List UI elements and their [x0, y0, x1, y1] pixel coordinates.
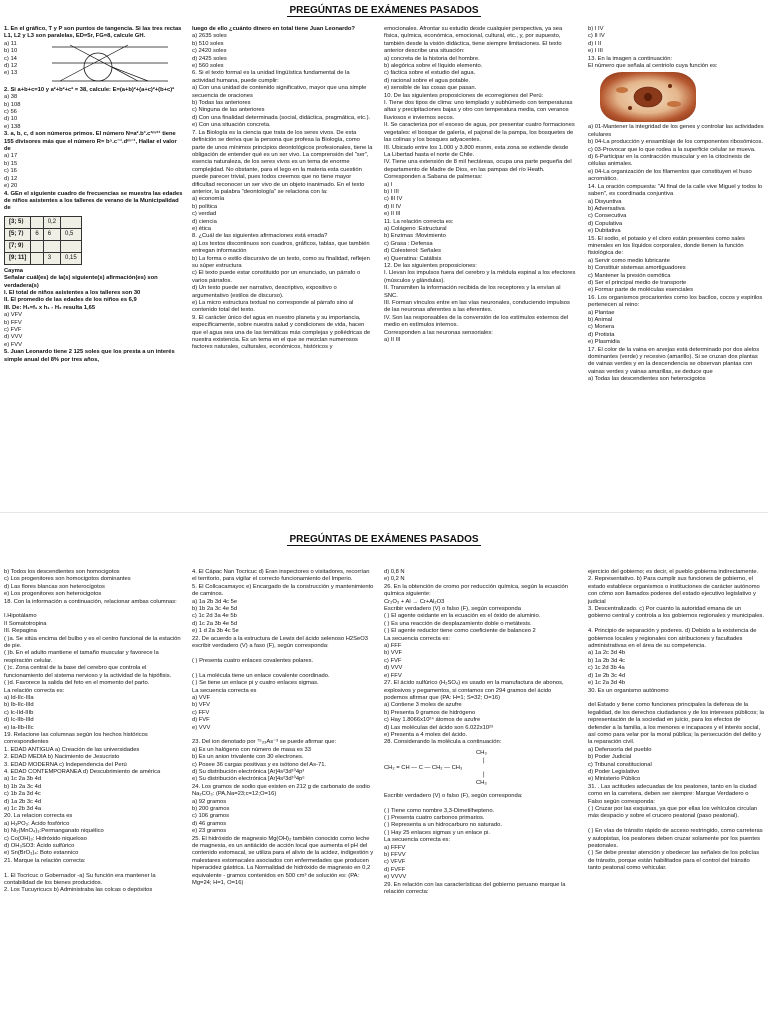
list-item: 1. EDAD ANTIGUA a) Creación de las universidades [4, 746, 140, 753]
answer-option: d) 0,8 N [384, 569, 405, 575]
chain-atom: CH₂ [431, 764, 443, 771]
answer-option: b) política [192, 203, 218, 210]
chain-atom: C [418, 764, 423, 771]
answer-option: b) 1a 2b 3d 4c [588, 657, 626, 664]
answer-option: b) VVF [384, 650, 403, 657]
question-text: 30. Es un organismo autónomo [588, 687, 669, 694]
molecule-structure [384, 750, 554, 790]
answer-option: a) 17 [4, 153, 18, 160]
answer-option: d) Un texto puede ser narrativo, descriptivo, expositivo o argumentativo (estilos de discurso). [192, 285, 337, 299]
answer-option: e) 1 d 2a 3b 4c 5e [192, 628, 239, 635]
question-text: 19. Relacione las columnas según los hechos históricos correspondientes [4, 731, 148, 746]
question-text: Corresponden a las neuronas sensoriales: [384, 329, 493, 336]
exam-sheet-1 [0, 0, 768, 512]
answer-option: e) I III [588, 48, 603, 55]
list-item: 3. Descentralizado. c) Por cuanto la autoridad emana de un gobierno central y controla a los gobiernos regionales y municipales. [588, 606, 764, 620]
answer-option: d) Colesterol: Señales [384, 248, 442, 255]
answer-option: e) II III [384, 211, 401, 218]
question-text: 26. En la obtención de cromo por reducción química, según la ecuación química siguiente: [384, 583, 569, 598]
question-text: del Estado y tiene como funciones principales la defensa de la legalidad, de los derechos ciudadanos y de los intereses públicos; la representación de la sociedad en juicio, para los efectos de defender a la familia, a los menores e incapaces y el interés social, así como para velar por la moral pública; la persecución del delito y la reparación civil. [588, 702, 764, 746]
answer-option: d) Con una finalidad determinada (social, didáctica, pragmática, etc.). [192, 114, 371, 121]
table-cell: [5; 7⟩ [5, 228, 31, 240]
question-text: 27. El ácido sulfúrico (H₂SO₄) es usado en la manufactura de abonos, explosivos y pegamentos, si contamos con 294 gramos del ácido podemos afirmar que (PA: H=1; S=32; O=16) [384, 680, 564, 701]
answer-option: a) VVF [192, 694, 211, 701]
statement: III. De: H₁=f₁ x h₁ - H₂ resulta 1,65 [4, 304, 96, 311]
answer-option: b) Constituir sistemas amortiguadores [588, 265, 686, 272]
answer-option: d) 2425 soles [192, 55, 227, 62]
methyl-group-bottom: CH₃ [476, 779, 487, 786]
answer-option: d) 46 gramos [192, 820, 227, 827]
main-chain [384, 765, 462, 772]
answer-option: c) verdad [192, 211, 217, 218]
statement: ( ) En vías de tránsito rápido de acceso restringido, como carreteras y autopistas, los peatones deben cruzar solamente por los puentes peatonales. [588, 828, 763, 850]
question-text: emocionales. Afrontar su estudio desde cualquier perspectiva, ya sea física, química, económica, emocional, cultural, etc., y, por supuesto, también desde la visión didáctica, tiene siempre limitaciones. El texto anterior describe una situación: [384, 26, 563, 55]
answer-option: e) Formar parte de moléculas esenciales [588, 287, 694, 294]
answer-option: e) 1c 2b 3d 4a [4, 806, 42, 812]
table-cell [61, 216, 82, 228]
answer-option: c) 106 gramos [192, 813, 230, 820]
statement: III. Ubicado entre los 1.000 y 3.800 msnm, esta zona se extiende desde La Libertad hasta el norte de Chile. [384, 144, 569, 158]
statement: ( ) Cruzar por las esquinas, ya que por ellas los vehículos circulan más despacio y sobre el crucero peatonal (paso peatonal). [588, 806, 758, 820]
answer-option: d) 1a 2b 3c 4d [4, 798, 42, 805]
answer-option: a) VFV [4, 312, 23, 319]
answer-option: a) 1a 2c 3d 4b [588, 650, 626, 657]
answer-option: e) 20 [4, 183, 18, 190]
page-title: PREGÚNTAS DE EXÁMENES PASADOS [289, 5, 479, 16]
question-text: La secuencia correcta es [192, 687, 257, 694]
bond-vertical-top: | [483, 757, 485, 764]
question-text: La relación correcta es: [4, 687, 65, 694]
answer-option: e) 0,2 N [384, 576, 405, 583]
page-title: PREGÚNTAS DE EXÁMENES PASADOS [289, 534, 479, 545]
answer-option: b) Ib-IIc-IIId [4, 702, 34, 709]
answer-option: c) 03-Provocar que lo que rodea a la superficie celular se mueva. [588, 146, 756, 153]
table-cell: 6 [43, 228, 60, 240]
question-text: La secuencia correcta es: [384, 635, 451, 642]
answer-option: b) Enzimas :Movimiento [384, 233, 446, 240]
question-text: 29. En relación con las características del gobierno peruano marque la relación correcta: [384, 881, 566, 896]
table-cell [43, 240, 60, 252]
answer-option: c) El texto puede estar constituido por un enunciado, un párrafo o varios párrafos. [192, 270, 361, 284]
answer-option: d) FVF [192, 717, 210, 724]
answer-option: a) FFF [384, 643, 402, 650]
chain-bond: = [396, 764, 400, 771]
list-item: 4. Principio de separación y poderes. d) Debido a la existencia de gobiernos locales y regionales con atribuciones y facultades administrativas en el área de su competencia. [588, 628, 757, 650]
spacer [588, 621, 764, 628]
table-cell: 0,5 [61, 228, 82, 240]
question-text: 5. Juan Leonardo tiene 2 125 soles que los presta a un interés simple anual del 8% por tres años, [4, 349, 175, 363]
question-text: 15. El sodio, el potasio y el cloro están presentes como sales minerales en los líquidos corporales, donde tienen la función fisiológica de: [588, 235, 745, 257]
statement: ( ) Se tiene un enlace pi y cuatro enlaces sigmas. [192, 680, 319, 687]
statement: II. Transmiten la información recibida de los receptores y la envían al SNC. [384, 285, 561, 299]
chain-bond: — [411, 764, 418, 771]
answer-option: d) Protista [588, 331, 615, 338]
answer-option: d) Poder Legislativo [588, 768, 640, 775]
question-text: 21. Marque la relación correcta: [4, 857, 86, 864]
statement: I. El total de niños asistentes a los talleres son 30 [4, 289, 141, 296]
answer-option: c) Ic-IId-IIIb [4, 709, 34, 716]
answer-option: b) 1b 2a 3c 4e 5d [192, 606, 238, 613]
statement: ( ) Presenta cuatro carbonos primarios. [384, 814, 485, 821]
answer-option: d) FVFF [384, 866, 406, 873]
table-cell: 3 [43, 252, 60, 264]
answer-option: c) 1c 2d 3a 4e 5b [192, 613, 237, 620]
table-cell: [3; 5⟩ [5, 216, 31, 228]
answer-option: b) 510 soles [192, 40, 224, 47]
answer-option: a) Colágeno :Estructural [384, 225, 447, 232]
answer-option: a) 38 [4, 94, 18, 101]
question-text: 10. De las siguientes proposiciones de ecorregiones del Perú: [384, 92, 544, 99]
chain-atom: CH₂ [384, 764, 395, 771]
column-4 [588, 26, 764, 510]
table-row [5, 216, 82, 228]
question-text: 18. Con la información a continuación, relacionar ambas columnas: [4, 598, 177, 605]
answer-option: d) 1c 2a 3b 4e 5d [192, 620, 238, 627]
statement: ( ) La molécula tiene un enlace covalente coordinado. [192, 672, 330, 679]
answer-option: c) FVF [384, 657, 402, 664]
statement: ( ) Presenta cuatro enlaces covalentes polares. [192, 657, 314, 664]
answer-option: b) Poder Judicial [588, 754, 632, 761]
list-item: III. Repagina [4, 628, 37, 635]
statement: ( ) Tiene como nombre 3,3-Dimetilhepteno. [384, 807, 495, 814]
question-text: 2. Si a+b+c=10 y a²+b²+c² = 38, calcule: E=(a+b)²+(a+c)²+(b+c)² [4, 86, 175, 93]
answer-option: b) 1b 2a 3c 4d [4, 783, 42, 790]
column-3 [384, 569, 576, 1021]
answer-option: a) Plantae [588, 309, 615, 316]
answer-option: d) 10 [4, 116, 18, 123]
answer-option: c) 2420 soles [192, 48, 227, 55]
answer-option: b) 108 [4, 101, 21, 108]
answer-option: c) Mantener la presión osmótica [588, 272, 671, 279]
answer-option: a) Contiene 3 moles de azufre [384, 702, 462, 709]
question-text: 11. La relación correcta es: [384, 218, 454, 225]
answer-option: e) Con una situación concreta. [192, 122, 271, 129]
answer-option: c) 56 [4, 109, 17, 116]
chain-atom: CH [401, 764, 410, 771]
question-text: 20. La relacion correcta es [4, 813, 73, 820]
answer-option: e) sensible de las cosas que pasan. [384, 85, 477, 92]
statement: ( ) Es una reacción de desplazamiento doble o metátesis. [384, 620, 532, 627]
question-text: La secuencia correcta es: [384, 837, 451, 844]
answer-option: a) Defensoría del pueblo [588, 746, 652, 753]
answer-option: d) 12 [4, 175, 18, 182]
geometry-figure [50, 41, 170, 87]
answer-option: e) 23 gramos [192, 828, 227, 835]
answer-option: c) Monera [588, 324, 615, 331]
table-cell [31, 240, 43, 252]
statement: I. Llevan los impulsos fuera del cerebro y la médula espinal a los efectores (músculos y glándulas). [384, 270, 576, 284]
question-text: 25. El hidróxido de magnesio Mg(OH)₂ también conocido como leche de magnesia, es un antiácido de acción local que aumenta el pH del contenido estomacal, se utiliza para el alivio de la acidez, indigestión y malestares estomacales asociados con enfermedades que producen hiperacidez gástrica. La Normalidad de hidróxido de magnesio en 0,2 equivalente - gramos contenidos en 500 cm³ de solución es: (PA: Mg=24; H=1, O=16) [192, 835, 374, 887]
chain-atom: CH₃ [451, 764, 463, 771]
answer-option: e) Plasmidia [588, 339, 620, 346]
answer-option: c) 1c 2d 3b 4a [588, 665, 625, 672]
answer-option: e) Su distribución electrónica [Ar]4s²3d¹⁰4p⁶ [192, 776, 305, 783]
question-text: Señalar cuál(es) de la(s) siguiente(s) afirmación(es) son verdadera(s) [4, 275, 158, 289]
statement: ( ) Hay 25 enlaces sigmas y un enlace pi. [384, 829, 491, 836]
answer-option: d) II IV [384, 203, 402, 210]
answer-option: a) 11 [4, 40, 17, 47]
answer-option: c) II IV [588, 33, 605, 40]
answer-option: b) Es un anion trivalente con 30 electrones. [192, 754, 304, 761]
answer-option: d) ciencia [192, 218, 217, 225]
answer-option: a) Es un halógeno con número de masa es 33 [192, 746, 311, 753]
answer-option: b) FFV [4, 319, 22, 326]
answer-option: d) Su distribución electrónica [Ar]4s²3d¹⁰4p³ [192, 768, 305, 775]
list-item: 2. Los Tucuyricucs b) Administraba las colcas o depósitos [4, 887, 153, 894]
answer-option: c) Co(OH)₃: Hidróxido niqueloso [4, 835, 87, 842]
column-1 [4, 26, 183, 510]
answer-option: e) Sn(BrO₃)₄: Boto estannico [4, 850, 79, 857]
question-text: 1. En el gráfico, T y P son puntos de tangencia. Si las tres rectas L1, L2 y L3 son paralelas, ED=5r, FG=8, calcule GH. [4, 26, 182, 40]
answer-option: b) Presenta 9 gramos de hidrógeno [384, 709, 476, 716]
question-text: 9. El carácter único del agua en nuestro planeta y su importancia, específicamente, sobre nuestra salud y condiciones de vida, hacen que el agua sea una de las temáticas más complejas y poliédricas de nuestra existencia. Es un tema en el que se mezclan numerosos factores naturales, culturales, económicos, históricos y [192, 314, 371, 351]
table-row [5, 252, 82, 264]
answer-option: a) 1a 2b 3d 4c 5e [192, 598, 238, 605]
answer-option: b) Todas las anteriores [192, 100, 251, 107]
instruction: Escribir verdadero (V) o falso (F), según corresponda: [384, 792, 523, 799]
column-2 [192, 26, 374, 510]
question-text: 12. De las siguientes proposiciones: [384, 263, 477, 269]
answer-option: c) Ninguna de las anteriores [192, 107, 265, 114]
answer-option: a) 2635 soles [192, 33, 227, 40]
table-cell [31, 216, 43, 228]
statement: ( ) Se debe prestar atención y obedecer las señales de los policías de tránsito, porque están habilitados para el control del tránsito tanto peatonal como vehicular. [588, 850, 760, 872]
question-text: 6. Si el texto formal es la unidad lingüística fundamental de la actividad humana, puede cumplir: [192, 70, 350, 84]
statement: II. Se caracteriza por el exceso de agua, por presentar cuatro formaciones vegetales: el bosque de galería, el pajonal de la pampa, los bosquetes de las colinas y los bosques adyacentes. [384, 122, 575, 144]
answer-option: d) Las moléculas del ácido son 6.022x10²³ [384, 724, 493, 731]
answer-option: e) Ministerio Público [588, 776, 641, 783]
spacer [588, 695, 764, 702]
chemical-equation: Cr₂O₃ + Al → Cr+Al₂O3 [384, 598, 445, 605]
answer-option: b) I III [384, 188, 399, 195]
answer-option: c) III IV [384, 196, 403, 203]
statement: IV. Son las responsables de la conversión de los estímulos externos del medio en estímulos internos. [384, 314, 569, 329]
answer-option: d) I II [588, 40, 602, 47]
question-text: 22. De acuerdo a la estructura de Lewis del ácido selenoso H2SeO3 escribir verdadero (V) a faso (F), según corresponda: [192, 635, 368, 650]
answer-option: c) VFVF [384, 859, 406, 866]
answer-option: b) Ni₂(MnO₄)₃:Permanganato niquélico [4, 828, 104, 835]
answer-option: e) La micro estructura textual no corresponde al párrafo sino al contenido total del texto. [192, 300, 354, 314]
answer-option: d) 1e 2b 3c 4d [588, 672, 626, 679]
table-row [5, 240, 82, 252]
answer-option: e) 04-La organización de los filamentos que constituyen el huso acromático. [588, 168, 752, 183]
answer-option: b) 04-La producción y ensamblaje de los componentes ribosómicos. [588, 139, 763, 146]
answer-option: d) OH₃SO3: Ácido sulfúrico [4, 843, 75, 850]
answer-option: a) I [384, 181, 393, 188]
column-1 [4, 569, 183, 1021]
statement: III. Forman vínculos entre en las vías neuronales, conduciendo impulsos de las neuronas aferentes a las eferentes. [384, 300, 570, 314]
answer-option: d) 12 [4, 63, 18, 70]
list-item: II Somatotropina [4, 620, 47, 627]
answer-option: e) Dubitativa [588, 228, 621, 235]
answer-option: b) Todos los descendientes son homocigotos [4, 569, 120, 575]
statement: ( )c. Zona central de la base del cerebro que controla el funcionamiento del sistema nervioso y la actividad de la hipófisis. [4, 665, 172, 679]
statement: ( ) Representa a un hidrocarburo no saturado. [384, 822, 502, 829]
list-item: 2. EDAD MEDIA b) Nacimiento de Jesucristo [4, 754, 120, 761]
spacer [588, 821, 764, 828]
answer-option: c) Grasa : Defensa [384, 240, 433, 247]
statement: I. Tiene dos tipos de clima: uno templado y subhúmedo con temperaturas altas y precipitaciones bajas y otro con temperatura media, con veranos lluviosos e inviernos secos. [384, 100, 573, 121]
answer-option: e) FVV [4, 341, 23, 348]
column-3 [384, 26, 576, 510]
table-cell [31, 252, 43, 264]
answer-option: a) economía [192, 196, 225, 203]
answer-option: a) FFFV [384, 844, 406, 851]
answer-option: e) Presenta a 4 moles del ácido. [384, 731, 468, 738]
list-item: 1. El Tocricuc o Gobernador -a) Su función era mantener la contabilidad de los bienes producidos. [4, 872, 156, 887]
answer-option: e) FFV [384, 672, 402, 679]
answer-option: c) Hay 1.8066x10²⁴ átomos de azufre [384, 717, 481, 724]
table-cell: [7; 9⟩ [5, 240, 31, 252]
answer-option: e) Queratina: Catálisis [384, 255, 442, 262]
question-text: 17. El color de la vaina en arvejas está determinado por dos alelos dominantes (verde) y recesivo (amarillo). Si se cruzan dos plantas de vainas verdes y en la descendencia se observan plantas con vainas verdes y vainas amarillas, se deduce que [588, 346, 760, 375]
statement: ( )d. Favorece la salida del feto en el momento del parto. [4, 680, 150, 687]
answer-option: a) concreta de la historia del hombre. [384, 55, 480, 62]
chain-bond: — [424, 764, 431, 771]
answer-option: a) Servir como medio lubricante [588, 257, 670, 264]
spacer [384, 800, 576, 807]
list-item: 5. El Collcacamayoc e) Encargado de la construcción y mantenimiento de caminos. [192, 583, 374, 598]
answer-option: a) Disyuntiva [588, 198, 622, 205]
table-cell: [9; 11] [5, 252, 31, 264]
answer-option: c) Posee 36 cargas positivas y es isótono del As-71. [192, 761, 327, 768]
statement: ( ) El agente reductor tiene como coeficiente de balanceo 2 [384, 628, 536, 635]
answer-option: e) Los progenitores son heterocigotos [4, 591, 102, 598]
animal-cell-image [600, 72, 696, 122]
answer-option: e) 138 [4, 123, 21, 130]
answer-option: b) 10 [4, 48, 18, 55]
question-text: 31. . Las actitudes adecuadas de los peatones, tanto en la ciudad como en la carretera, deben ser siempre: Marque Verdadero o Falso según corresponda: [588, 783, 757, 805]
question-text: 13. En la imagen a continuación: [588, 55, 673, 62]
answer-option: d) VVV [4, 334, 23, 341]
frequency-table [4, 216, 82, 265]
answer-option: c) FVF [4, 326, 22, 333]
answer-option: c) fáctica sobre el estudio del agua. [384, 70, 476, 77]
answer-option: c) Consecutiva [588, 213, 627, 220]
answer-option: a) 1c 2a 3b 4d [4, 776, 42, 783]
question-text: 7. La Biología es la ciencia que trata de los seres vivos. De esta definición se deriva que la persona que profesa la Biología, como parte de unos mínimos principios deontológicos profesionales, tiene la obligación de entender qué es un ser vivo. La comprensión del "ser", esencia naturaleza, de los seres vivos es un tema de enorme complejidad. No obstante, para el lego en la materia esta cuestión puede parecer trivial, pues todos creemos que no tiene mayor dificultad reconocer un ser vivo de un objeto inanimado. En el texto anterior, la palabra "deontología" se relaciona con la: [192, 129, 373, 195]
list-item: 2. Representativo. b) Para cumplir sus funciones de gobierno, el estado establece organismos o instituciones de carácter autónomo con cómo son llamados poderes del estado ejecutivo legislativo y judicial [588, 576, 760, 605]
bond-vertical-bottom: | [483, 771, 485, 778]
answer-option: d) VVV [384, 665, 403, 672]
list-item: 4. El Cápac Ñan Tocricuc d) Eran inspectores o visitadores, recorrían el territorio, para vigilar el correcto funcionamiento del Imperio. [192, 569, 370, 583]
question-text: 28. Considerando la molécula a continuación: [384, 739, 502, 746]
answer-option: b) VFV [192, 702, 211, 709]
chain-bond: — [444, 764, 450, 771]
answer-option: b) Adversativa [588, 205, 625, 212]
table-row [5, 228, 82, 240]
answer-option: d) racional sobre el agua potable. [384, 77, 471, 84]
answer-option: b) La forma o estilo discursivo de un texto, como su finalidad, reflejen su súper estructura [192, 255, 370, 269]
exam-sheet-2 [0, 512, 768, 1025]
answer-option: e) VVVV [384, 874, 407, 881]
answer-option: a) H₃PO₃: Ácido fosfórico [4, 820, 70, 827]
answer-option: c) 1b 2a 3d 4c [4, 791, 41, 798]
answer-option: a) Los textos discontinuos son cuadros, gráficos, tablas, que también entregan información [192, 240, 370, 255]
answer-option: e) ética [192, 225, 212, 232]
answer-option: d) Las flores blancas son heterocigotos [4, 583, 105, 590]
answer-option: e) 1c 2a 3d 4b [588, 680, 626, 687]
answer-option: b) FFVV [384, 852, 406, 858]
answer-option: c) 14 [4, 55, 17, 62]
list-item: ejercicio del gobierno; es decir, el pueblo gobierna indirectamente. [588, 569, 759, 575]
table-cell: 0,15 [61, 252, 82, 264]
question-text: luego de ello ¿cuánto dinero en total tiene Juan Leonardo? [192, 26, 355, 32]
answer-option: e) VVV [192, 724, 211, 731]
answer-option: d) Copulativa [588, 220, 623, 227]
statement: IV. Tiene una extensión de 8 mil hectáreas, ocupa una parte pequeña del departamento de Madre de Dios, en las pampas del río Heath. [384, 159, 572, 173]
list-item: 4. EDAD CONTEMPORANEA d) Descubrimiento de américa [4, 768, 161, 775]
answer-option: a) 01-Mantener la integridad de los genes y controlar las actividades celulares [588, 124, 764, 138]
list-item: I.Hipotálamo [4, 613, 37, 620]
question-text: 16. Los organismos procariontes como los bacilos, cocos y espirilos pertenecen al reino: [588, 294, 763, 309]
answer-option: c) Los progenitores son homocigotos dominantes [4, 576, 131, 583]
question-text: El número que señala al centriolo cuya función es: [588, 63, 718, 70]
answer-option: b) I IV [588, 26, 604, 32]
answer-option: d) Ic-IIb-IIId [4, 717, 34, 724]
spacer [4, 606, 183, 613]
answer-option: a) Id-IIc-IIIa [4, 694, 34, 701]
table-cell [61, 240, 82, 252]
spacer [192, 665, 374, 672]
column-2 [192, 569, 374, 1021]
statement: II. El promedio de las edades de los niños es 6,9 [4, 297, 137, 304]
spacer [192, 650, 374, 657]
statement: ( ) El agente oxidante en la ecuación es el óxido de aluminio. [384, 613, 541, 620]
answer-option: b) alegórica sobre el líquido elemento. [384, 63, 483, 70]
methyl-group-top: CH₃ [476, 749, 487, 756]
answer-option: b) 200 gramos [192, 806, 230, 812]
answer-option: a) II III [384, 337, 401, 344]
answer-option: a) Con una unidad de contenido significativo, mayor que una simple secuencia de oraciones [192, 85, 367, 99]
instruction: Escribir verdadero (V) o falso (F), según corresponda [384, 606, 521, 613]
table-cell: 6 [31, 228, 43, 240]
answer-option: c) Tribunal constitucional [588, 761, 652, 768]
spacer [4, 865, 183, 872]
answer-option: a) 92 gramos [192, 798, 227, 805]
answer-option: d) Ser el principal medio de transporte [588, 279, 687, 286]
question-text: 14. La oración compuesta: "Al final de la calle vive Miguel y todos lo saben", es coordinada conjuntiva [588, 183, 763, 198]
answer-option: e) 13 [4, 70, 18, 77]
answer-option: a) Todas las descendientes son heterocigotos [588, 376, 706, 383]
question-text: 24. Los gramos de sodio que existen en 212 g de carbonato de sodio Na₂CO₃: (PA,Na=23;c=12;O=16) [192, 783, 370, 798]
question-text: 4. GEn el siguiente cuadro de frecuencias se muestra las edades de niños asistentes a los talleres de verano de la Municipalidad de [4, 190, 183, 212]
question-text: 3. a, b, c, d son números primos. El número N=a².b³.c³ᵐ⁺¹ tiene 155 divisores más que el número R= b⁵.c⁻¹.dᵐ⁻¹, Hallar el valor de [4, 131, 177, 153]
answer-option: e) Ia-IIb-IIIc [4, 724, 34, 731]
answer-option: b) Animal [588, 317, 613, 323]
column-4 [588, 569, 764, 1021]
answer-option: c) FFV [192, 709, 210, 716]
list-item: 3. EDAD MODERNA c) Independencia del Perú [4, 761, 127, 768]
answer-option: b) 15 [4, 160, 18, 167]
question-text: 8. ¿Cuál de las siguientes afirmaciones está errada? [192, 233, 328, 240]
statement: ( )b. En el adulto mantiene el tamaño muscular y favorece la respiración celular. [4, 650, 159, 664]
answer-option: c) 16 [4, 168, 17, 175]
question-text: 23. Del ion denotado por ⁷⁵₃₃As⁻³ se puede afirmar que: [192, 739, 337, 746]
answer-option: d) 6-Participar en la contracción muscular y en la citocinesis de células animales. [588, 154, 751, 168]
table-caption: Cayma [4, 267, 24, 274]
question-text: Corresponden a Sabana de palmeras: [384, 174, 483, 181]
table-cell: 0,2 [43, 216, 60, 228]
statement: ( )a. Se sitúa encima del bulbo y es el centro funcional de la estación de pie. [4, 635, 181, 650]
answer-option: e) 560 soles [192, 63, 224, 70]
